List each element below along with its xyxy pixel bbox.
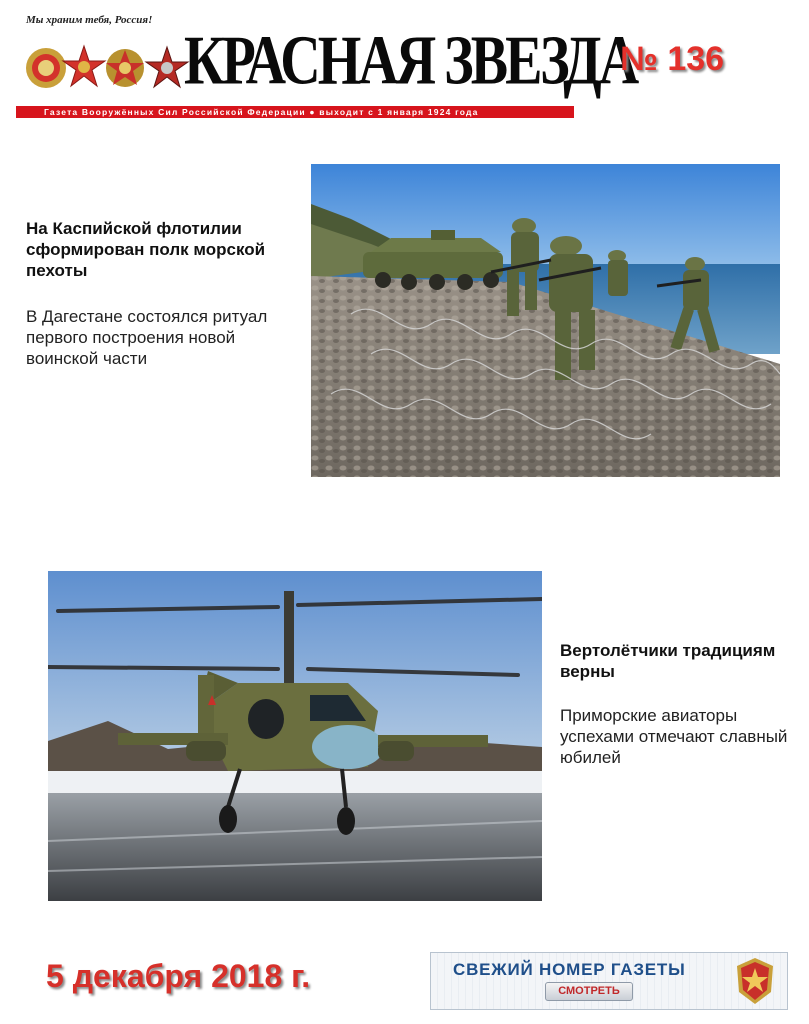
masthead-tagline-strip — [16, 106, 574, 118]
orders-medals-icon — [22, 42, 192, 94]
helicopter-photo[interactable] — [48, 571, 542, 901]
masthead-motto: Мы храним тебя, Россия! — [26, 14, 153, 26]
newspaper-title: КРАСНАЯ ЗВЕЗДА — [184, 22, 637, 100]
story-2-lead: Приморские авиаторы успехами отмечают славный юбилей — [560, 706, 788, 767]
helicopter-image — [48, 571, 542, 901]
issue-date: 5 декабря 2018 г. — [46, 958, 311, 994]
masthead — [16, 8, 637, 120]
masthead-tagline: Газета Вооружённых Сил Российской Федерации ● выходит с 1 января 1924 года — [44, 107, 479, 117]
fresh-issue-text: СВЕЖИЙ НОМЕР ГАЗЕТЫ — [453, 960, 686, 979]
marines-landing-image — [311, 164, 780, 477]
red-star-emblem-icon — [733, 956, 777, 1006]
story-1-lead: В Дагестане состоялся ритуал первого построения новой воинской части — [26, 307, 268, 368]
marines-landing-photo[interactable] — [311, 164, 780, 477]
issue-number: № 136 — [620, 40, 725, 78]
story-2-headline[interactable]: Вертолётчики традициям верны — [560, 641, 776, 681]
fresh-issue-banner[interactable] — [430, 952, 788, 1010]
watch-button[interactable]: СМОТРЕТЬ — [545, 982, 633, 1001]
story-1-headline[interactable]: На Каспийской флотилии сформирован полк морской пехоты — [26, 219, 266, 280]
